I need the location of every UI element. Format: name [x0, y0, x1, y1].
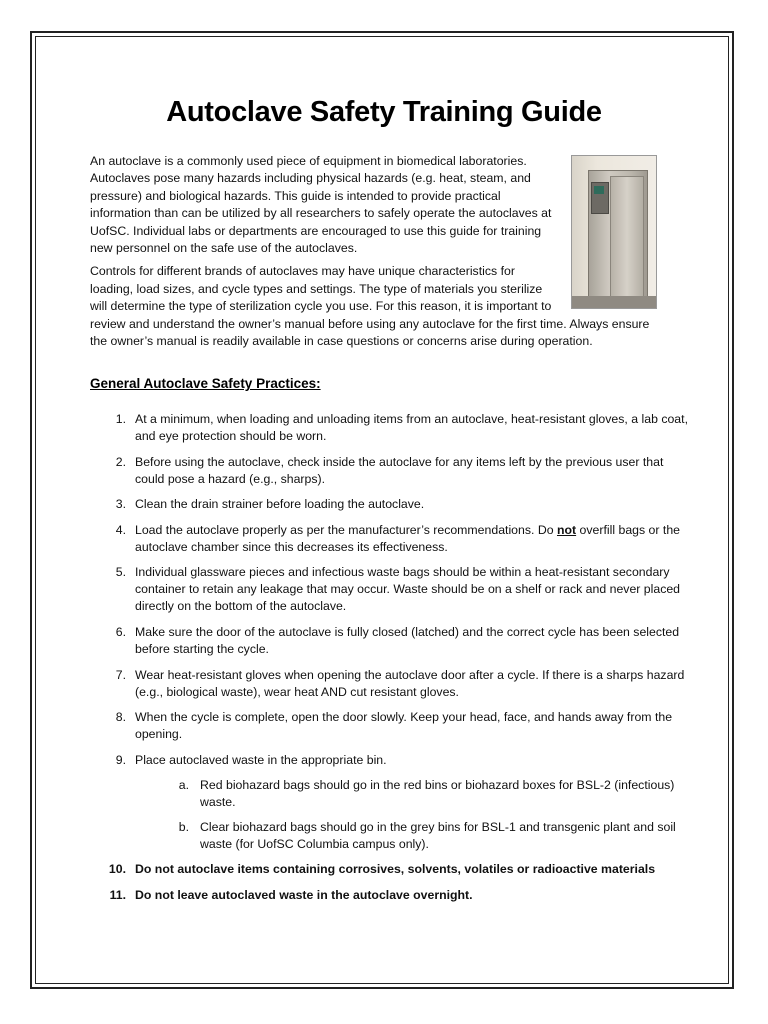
list-item-number: 1.: [115, 412, 126, 426]
list-item-text: Clean the drain strainer before loading the autoclave.: [135, 497, 425, 512]
sub-list-item-text: Clear biohazard bags should go in the grey bins for BSL-1 and transgenic plant and soil waste (for UofSC Columbia campus only).: [200, 819, 676, 851]
section-heading: General Autoclave Safety Practices:: [90, 376, 321, 391]
list-item-text-after: overfill bags or the autoclave chamber since this decreases its effectiveness.: [135, 522, 681, 554]
list-item-number: 9.: [115, 752, 126, 767]
sub-list-item: [155, 819, 690, 853]
list-item-number: 2.: [115, 454, 126, 469]
list-item: [90, 861, 690, 878]
list-item: [90, 752, 690, 853]
list-item-text: Place autoclaved waste in the appropriate bin.: [135, 752, 387, 767]
list-item-text-before: Load the autoclave properly as per the manufacturer’s recommendations. Do: [135, 522, 557, 537]
list-item: [90, 564, 690, 615]
emphasis-not: not: [556, 522, 577, 537]
list-item-number: 6.: [115, 624, 126, 639]
list-item-number: 10.: [108, 862, 126, 877]
list-item-number: 7.: [115, 667, 126, 682]
list-item: [90, 624, 690, 658]
list-item: [90, 454, 690, 488]
safety-practices-list: [90, 411, 690, 913]
list-item-text: [135, 522, 690, 556]
list-item: [90, 709, 690, 743]
list-item-text: Wear heat-resistant gloves when opening the autoclave door after a cycle. If there is a sharps hazard (e.g., biological waste), wear heat AND cut resistant gloves.: [135, 667, 685, 699]
list-item-text: When the cycle is complete, open the door slowly. Keep your head, face, and hands away from the opening.: [135, 710, 673, 742]
document-title: Autoclave Safety Training Guide: [166, 96, 602, 128]
list-item: [90, 887, 690, 904]
intro-section: [90, 153, 655, 356]
list-item: [90, 522, 690, 556]
list-item-text: Do not autoclave items containing corrosives, solvents, volatiles or radioactive materials: [135, 862, 656, 877]
autoclave-photo: [571, 155, 657, 309]
list-item-text: Before using the autoclave, check inside the autoclave for any items left by the previous user that could pose a hazard (e.g., sharps).: [135, 454, 664, 486]
sub-list-item: [155, 777, 690, 811]
list-item-text: Individual glassware pieces and infectious waste bags should be within a heat-resistant secondary container to retain any leakage that may occur. Waste should be on a shelf or rack and never placed directly on the bottom of the autoclave.: [135, 565, 681, 614]
list-item-number: 11.: [109, 887, 126, 902]
list-item-body: [135, 752, 690, 853]
list-item: [90, 667, 690, 701]
list-item-text: Do not leave autoclaved waste in the autoclave overnight.: [135, 887, 473, 902]
list-item-number: 5.: [115, 565, 126, 580]
intro-paragraph-2: Controls for different brands of autoclaves may have unique characteristics for loading, load sizes, and cycle types and settings. The type of materials you sterilize will determine the type of sterilization cycle you use. For this reason, it is important to review and understand the owner’s manual before using any autoclave for the first time. Always ensure the owner’s manual is readily available in case questions or concerns arise during operation.: [90, 264, 650, 349]
list-item-text: Make sure the door of the autoclave is fully closed (latched) and the correct cycle has been selected before starting the cycle.: [135, 624, 680, 656]
list-item: [90, 411, 690, 445]
list-item-number: 4.: [115, 522, 126, 537]
intro-paragraph-1: An autoclave is a commonly used piece of equipment in biomedical laboratories. Autoclaves pose many hazards including physical hazards (e.g. heat, steam, and pressure) and biological hazards. This guide is intended to provide practical information than can be utilized by all researchers to safely operate the autoclaves at UofSC. Individual labs or departments are encouraged to use this guide for training new personnel on the safe use of the autoclaves.: [90, 154, 552, 256]
list-item-number: 8.: [115, 710, 126, 725]
sub-list-item-text: Red biohazard bags should go in the red bins or biohazard boxes for BSL-2 (infectious) waste.: [200, 777, 675, 809]
list-item: [90, 496, 690, 513]
sub-list-item-letter: a.: [178, 777, 189, 792]
list-item-text: At a minimum, when loading and unloading items from an autoclave, heat-resistant gloves, a lab coat, and eye protection should be worn.: [135, 412, 688, 443]
list-item-number: 3.: [115, 497, 126, 512]
sub-list-item-letter: b.: [178, 819, 189, 834]
